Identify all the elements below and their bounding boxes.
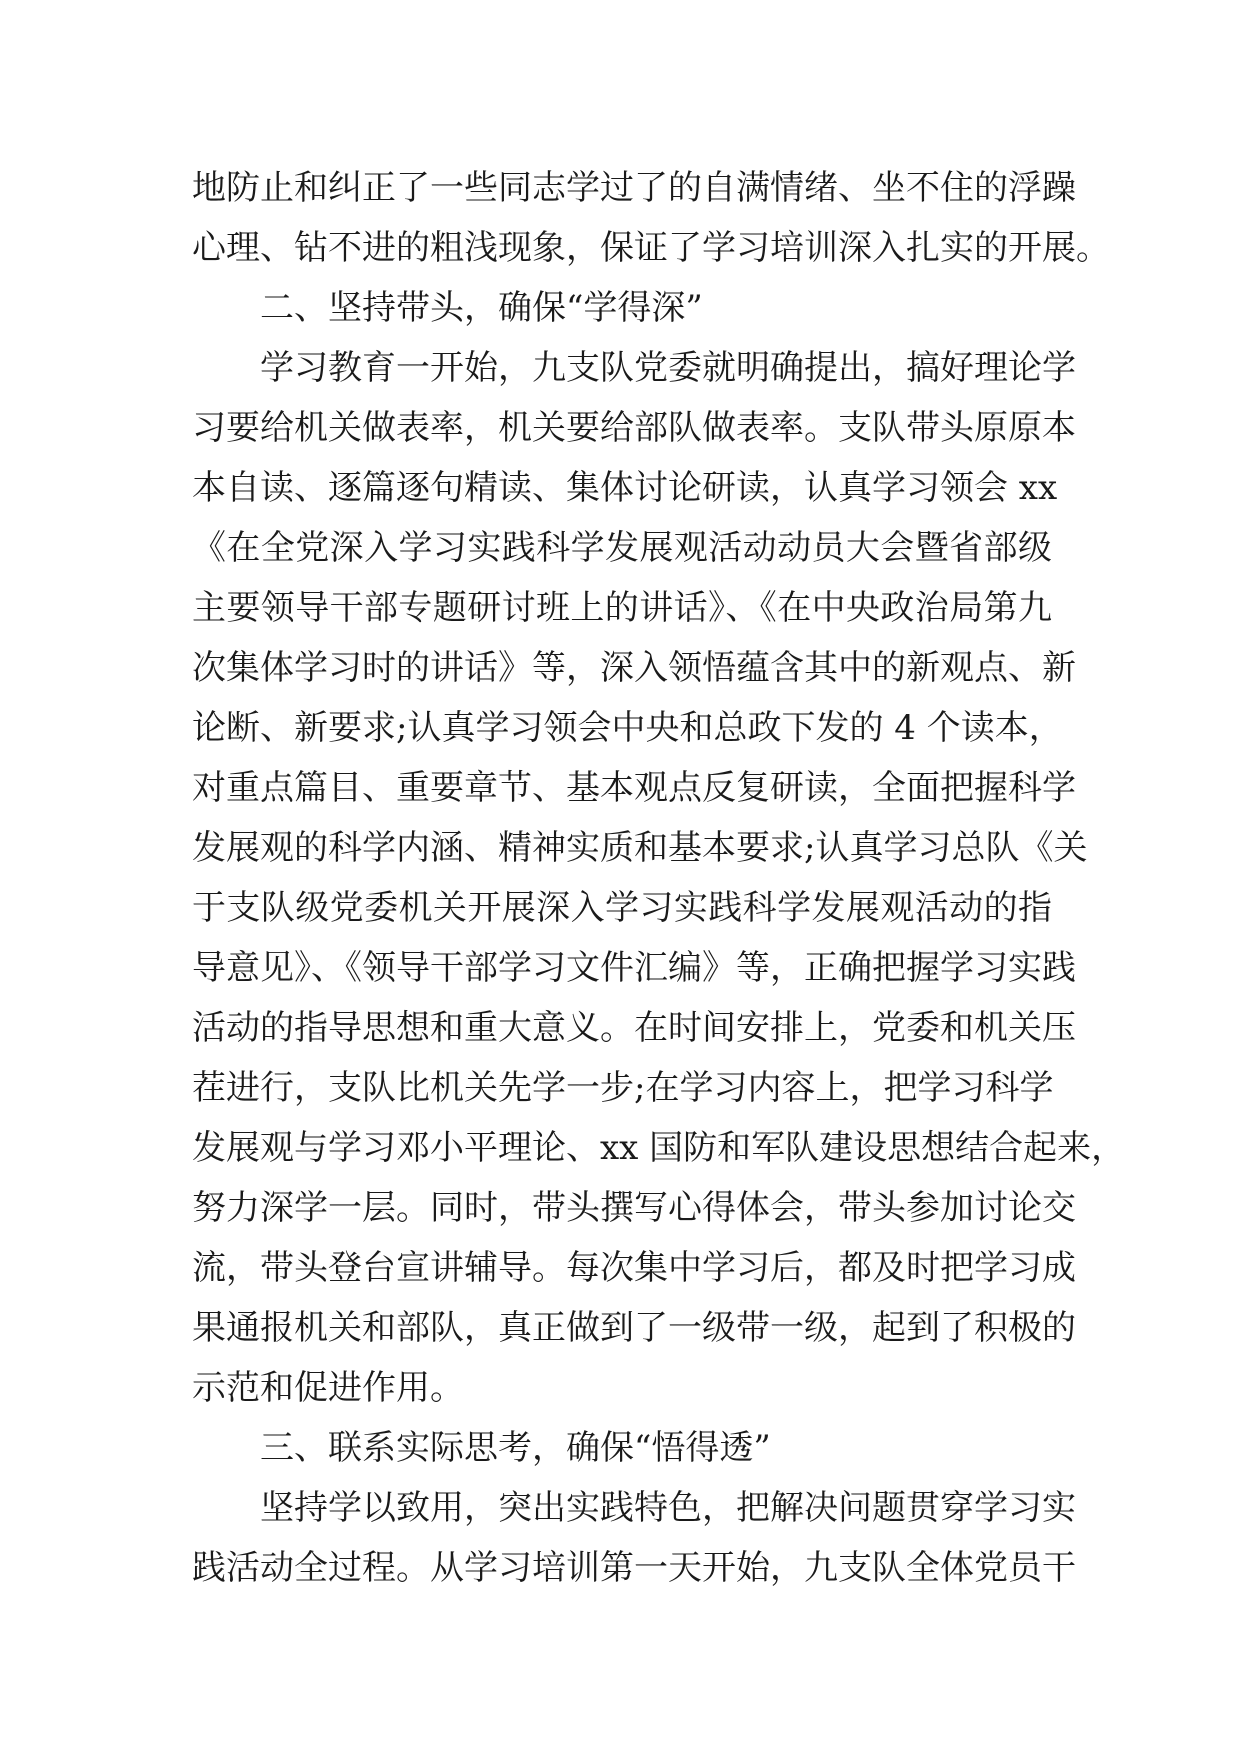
paragraph-line: 努力深学一层。同时，带头撰写心得体会，带头参加讨论交 <box>192 1188 1076 1228</box>
paragraph-line: 地防止和纠正了一些同志学过了的自满情绪、坐不住的浮躁 <box>192 168 1076 208</box>
paragraph-line: 于支队级党委机关开展深入学习实践科学发展观活动的指 <box>192 888 1052 928</box>
paragraph-line: 论断、新要求;认真学习领会中央和总政下发的 4 个读本， <box>192 708 1063 748</box>
paragraph-line: 发展观的科学内涵、精神实质和基本要求;认真学习总队《关 <box>192 828 1088 868</box>
paragraph-line: 习要给机关做表率，机关要给部队做表率。支队带头原原本 <box>192 408 1076 448</box>
paragraph-line: 坚持学以致用，突出实践特色，把解决问题贯穿学习实 <box>260 1488 1076 1528</box>
section-heading: 三、联系实际思考，确保“悟得透” <box>260 1428 771 1468</box>
paragraph-line: 发展观与学习邓小平理论、xx 国防和军队建设思想结合起来， <box>192 1128 1126 1168</box>
paragraph-line: 流，带头登台宣讲辅导。每次集中学习后，都及时把学习成 <box>192 1248 1076 1288</box>
document-body <box>192 158 1126 1598</box>
paragraph-line: 示范和促进作用。 <box>192 1368 464 1408</box>
paragraph-line: 践活动全过程。从学习培训第一天开始，九支队全体党员干 <box>192 1548 1076 1588</box>
paragraph-line: 茬进行，支队比机关先学一步;在学习内容上，把学习科学 <box>192 1068 1054 1108</box>
paragraph-line: 学习教育一开始，九支队党委就明确提出，搞好理论学 <box>260 348 1076 388</box>
paragraph-line: 次集体学习时的讲话》等，深入领悟蕴含其中的新观点、新 <box>192 648 1076 688</box>
paragraph-line: 果通报机关和部队，真正做到了一级带一级，起到了积极的 <box>192 1308 1076 1348</box>
paragraph-line: 主要领导干部专题研讨班上的讲话》、《在中央政治局第九 <box>192 588 1052 628</box>
paragraph-line: 本自读、逐篇逐句精读、集体讨论研读，认真学习领会 xx <box>192 468 1058 508</box>
paragraph-line: 活动的指导思想和重大意义。在时间安排上，党委和机关压 <box>192 1008 1076 1048</box>
section-heading: 二、坚持带头，确保“学得深” <box>260 288 703 328</box>
paragraph-line: 导意见》、《领导干部学习文件汇编》等，正确把握学习实践 <box>192 948 1076 988</box>
paragraph-line: 心理、钻不进的粗浅现象，保证了学习培训深入扎实的开展。 <box>192 228 1110 268</box>
paragraph-line: 对重点篇目、重要章节、基本观点反复研读，全面把握科学 <box>192 768 1076 808</box>
paragraph-line: 《在全党深入学习实践科学发展观活动动员大会暨省部级 <box>192 528 1052 568</box>
